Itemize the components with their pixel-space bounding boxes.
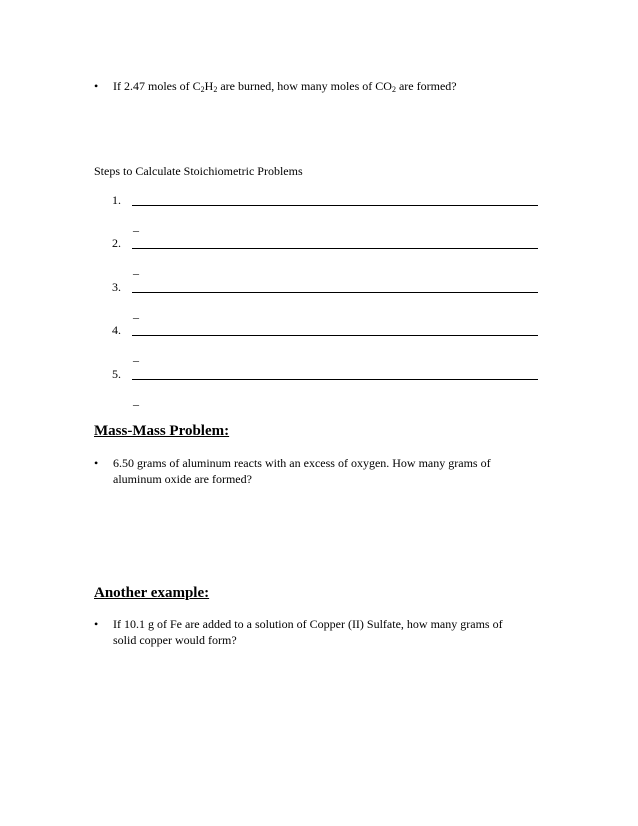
step-dash: _ [133, 262, 139, 276]
step-answer-line [132, 248, 538, 249]
q1-part-c: are burned, how many moles of CO [217, 79, 392, 93]
step-4 [112, 322, 538, 338]
step-3 [112, 279, 538, 295]
step-5 [112, 366, 538, 382]
q1-sub-h: 2 [213, 85, 218, 94]
mass-mass-text: 6.50 grams of aluminum reacts with an excess of oxygen. How many grams of aluminum oxide are formed? [113, 456, 491, 486]
step-2 [112, 235, 538, 251]
bullet-icon: • [94, 79, 99, 93]
step-dash: _ [133, 219, 139, 233]
question-1-text [113, 78, 533, 94]
step-1 [112, 192, 538, 208]
step-number: 1. [112, 193, 121, 207]
bullet-icon: • [94, 456, 99, 470]
step-answer-line [132, 335, 538, 336]
step-answer-line [132, 205, 538, 206]
q1-part-a: If 2.47 moles of C [113, 79, 201, 93]
bullet-icon: • [94, 617, 99, 631]
step-answer-line [132, 379, 538, 380]
step-number: 4. [112, 323, 121, 337]
step-dash: _ [133, 349, 139, 363]
step-dash: _ [133, 393, 139, 407]
step-number: 2. [112, 236, 121, 250]
step-number: 3. [112, 280, 121, 294]
q1-part-b: H [204, 79, 214, 93]
mass-mass-heading: Mass-Mass Problem: [94, 423, 230, 439]
step-answer-line [132, 292, 538, 293]
another-example-heading: Another example: [94, 585, 210, 601]
step-number: 5. [112, 367, 121, 381]
steps-title: Steps to Calculate Stoichiometric Problems [94, 164, 303, 178]
q1-sub-c: 2 [200, 85, 205, 94]
step-dash: _ [133, 306, 139, 320]
q1-sub-co2: 2 [391, 85, 396, 94]
q1-part-d: are formed? [395, 79, 457, 93]
another-example-text: If 10.1 g of Fe are added to a solution of Copper (II) Sulfate, how many grams of solid copper would form? [113, 617, 503, 647]
